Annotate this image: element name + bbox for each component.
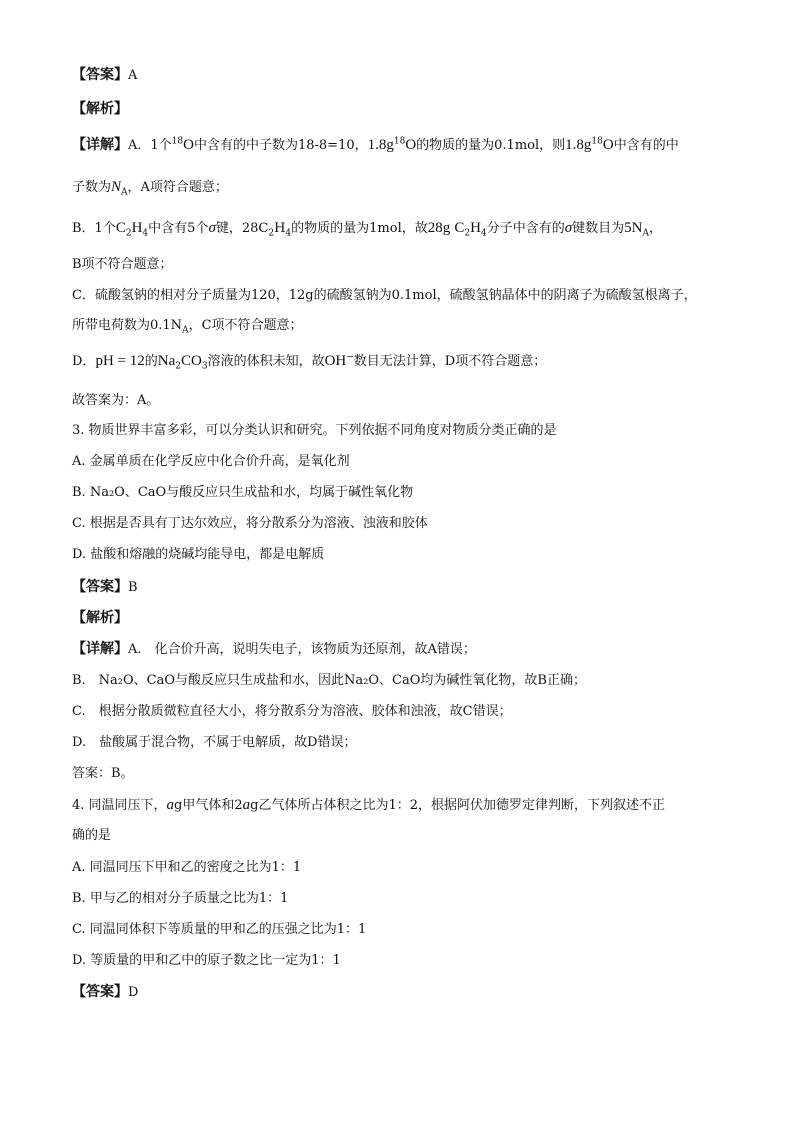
text: D． xyxy=(72,354,96,369)
text: 的 xyxy=(144,354,158,369)
q3-detail-a xyxy=(72,640,476,659)
text: A．1个 xyxy=(128,138,172,153)
formula-c: C xyxy=(454,220,465,236)
text: 的物质的量为1mol，故 xyxy=(291,221,428,236)
text: 中含有5个 xyxy=(148,221,209,236)
text: H xyxy=(274,221,286,236)
formula-na: Na xyxy=(157,353,176,369)
q3-option-c: C. 根据是否具有丁达尔效应，将分散系分为溶液、浊液和胶体 xyxy=(72,516,428,531)
text: C．硫酸氢钠的相对分子质量为120，12g的硫酸氢钠为0.1mol，硫酸氢钠晶体中的阴离子为硫酸氢根离子， xyxy=(72,288,697,303)
q3-option-d: D. 盐酸和熔融的烧碱均能导电，都是电解质 xyxy=(72,547,325,562)
text: 的物质的量为0.1mol，则 xyxy=(416,138,566,153)
text: ，C项不符合题意； xyxy=(188,318,303,333)
mass-value: 1.8g xyxy=(367,137,394,153)
subscript: 2 xyxy=(125,228,132,239)
text: 键数目为 xyxy=(572,221,625,236)
analysis-tag: 【解析】 xyxy=(72,101,128,117)
text: 中含有的中子数为18-8=10， xyxy=(193,138,368,153)
ph-value: pH = 12 xyxy=(95,353,145,369)
formula-co: CO xyxy=(180,353,202,369)
q4-stem-line1 xyxy=(72,796,665,815)
q3-final: 答案：B。 xyxy=(72,766,134,781)
q4-option-a: A. 同温同压下甲和乙的密度之比为1：1 xyxy=(72,860,302,875)
text: 键，28C xyxy=(215,221,269,236)
analysis-tag: 【解析】 xyxy=(72,610,128,626)
q3-answer-line xyxy=(72,578,138,597)
text: A. 化合价升高，说明失电子，该物质为还原剂，故A错误； xyxy=(128,642,476,657)
q2-detail-d-line xyxy=(72,352,546,371)
subscript: A xyxy=(182,325,189,336)
text: 中含有的中 xyxy=(613,138,679,153)
avogadro-symbol: N xyxy=(111,179,122,195)
sigma-symbol: σ xyxy=(564,220,573,236)
q3-detail-b: B. Na₂O、CaO与酸反应只生成盐和水，因此Na₂O、CaO均为碱性氧化物，故B正确； xyxy=(72,673,586,688)
text: 数目无法计算，D项不符合题意； xyxy=(353,354,547,369)
q3-option-a: A. 金属单质在化学反应中化合价升高，是氧化剂 xyxy=(72,454,350,469)
formula-h: H xyxy=(470,220,481,236)
q4-option-c: C. 同温同体积下等质量的甲和乙的压强之比为1：1 xyxy=(72,922,367,937)
subscript: 4 xyxy=(142,228,149,239)
q2-detail-a-line1 xyxy=(72,136,679,155)
subscript: 4 xyxy=(480,228,487,239)
subscript: 2 xyxy=(175,361,181,372)
variable-a: a xyxy=(166,797,175,813)
isotope-mass: 18 xyxy=(393,136,406,147)
text: 4. 同温同压下， xyxy=(72,798,167,813)
q3-analysis-tag xyxy=(72,609,128,628)
q3-option-b: B. Na₂O、CaO与酸反应只生成盐和水，均属于碱性氧化物 xyxy=(72,485,414,500)
q4-option-d: D. 等质量的甲和乙中的原子数之比一定为1：1 xyxy=(72,953,341,968)
formula-h: H xyxy=(131,220,143,236)
q3-stem: 3. 物质世界丰富多彩，可以分类认识和研究。下列依据不同角度对物质分类正确的是 xyxy=(72,423,557,438)
subscript: A xyxy=(121,187,128,198)
subscript: A xyxy=(642,228,649,239)
element-symbol: O xyxy=(183,137,194,153)
text: ， xyxy=(649,221,663,236)
text: 分子中含有的 xyxy=(486,221,565,236)
text: 子数为 xyxy=(72,180,112,195)
text: B项不符合题意； xyxy=(72,257,173,272)
isotope-mass: 18 xyxy=(591,136,603,147)
formula-oh: OH xyxy=(324,353,347,369)
q3-detail-d: D. 盐酸属于混合物，不属于电解质，故D错误； xyxy=(72,735,357,750)
q2-analysis-tag xyxy=(72,100,128,119)
text: 溶液的体积未知，故 xyxy=(207,354,325,369)
q2-detail-c-line1 xyxy=(72,287,697,305)
q4-stem-line2: 确的是 xyxy=(72,828,112,843)
answer-tag: 【答案】 xyxy=(72,67,128,83)
q2-answer-line xyxy=(72,66,137,85)
isotope-mass: 18 xyxy=(171,136,184,147)
answer-value: B xyxy=(128,580,138,595)
charge: − xyxy=(346,352,354,363)
mass-value: 1.8g xyxy=(565,137,592,153)
element-symbol: O xyxy=(405,137,417,153)
subscript: 2 xyxy=(268,228,275,239)
detail-tag: 【详解】 xyxy=(72,641,128,657)
mass-value: 28g xyxy=(427,220,451,236)
q2-detail-c-line2 xyxy=(72,317,303,335)
subscript: 3 xyxy=(201,361,208,372)
detail-tag: 【详解】 xyxy=(72,137,128,153)
answer-value: D xyxy=(128,985,139,1000)
q2-detail-b-line1 xyxy=(72,219,662,238)
answer-value: A xyxy=(128,68,138,83)
answer-tag: 【答案】 xyxy=(72,579,128,595)
subscript: 2 xyxy=(464,228,471,239)
text: g乙气体所占体积之比为1：2，根据阿伏加德罗定律判断，下列叙述不正 xyxy=(250,798,666,813)
answer-tag: 【答案】 xyxy=(72,984,128,1000)
text: g甲气体和2 xyxy=(174,798,243,813)
text: ，A项符合题意； xyxy=(127,180,228,195)
q4-option-b: B. 甲与乙的相对分子质量之比为1：1 xyxy=(72,891,289,906)
q3-detail-c: C. 根据分散质微粒直径大小，将分散系分为溶液、胶体和浊液，故C错误； xyxy=(72,704,512,719)
q2-detail-b-line2 xyxy=(72,256,173,274)
element-symbol: O xyxy=(602,137,614,153)
q2-detail-a-line2 xyxy=(72,178,228,197)
formula-c: C xyxy=(115,220,126,236)
text: B．1个 xyxy=(72,221,116,236)
text: 所带电荷数为0.1N xyxy=(72,318,183,333)
q4-answer-line xyxy=(72,983,138,1002)
q2-final: 故答案为：A。 xyxy=(72,393,160,408)
subscript: 4 xyxy=(285,228,292,239)
sigma-symbol: σ xyxy=(208,220,216,236)
avogadro-value: 5N xyxy=(624,220,643,236)
variable-a: a xyxy=(242,797,251,813)
